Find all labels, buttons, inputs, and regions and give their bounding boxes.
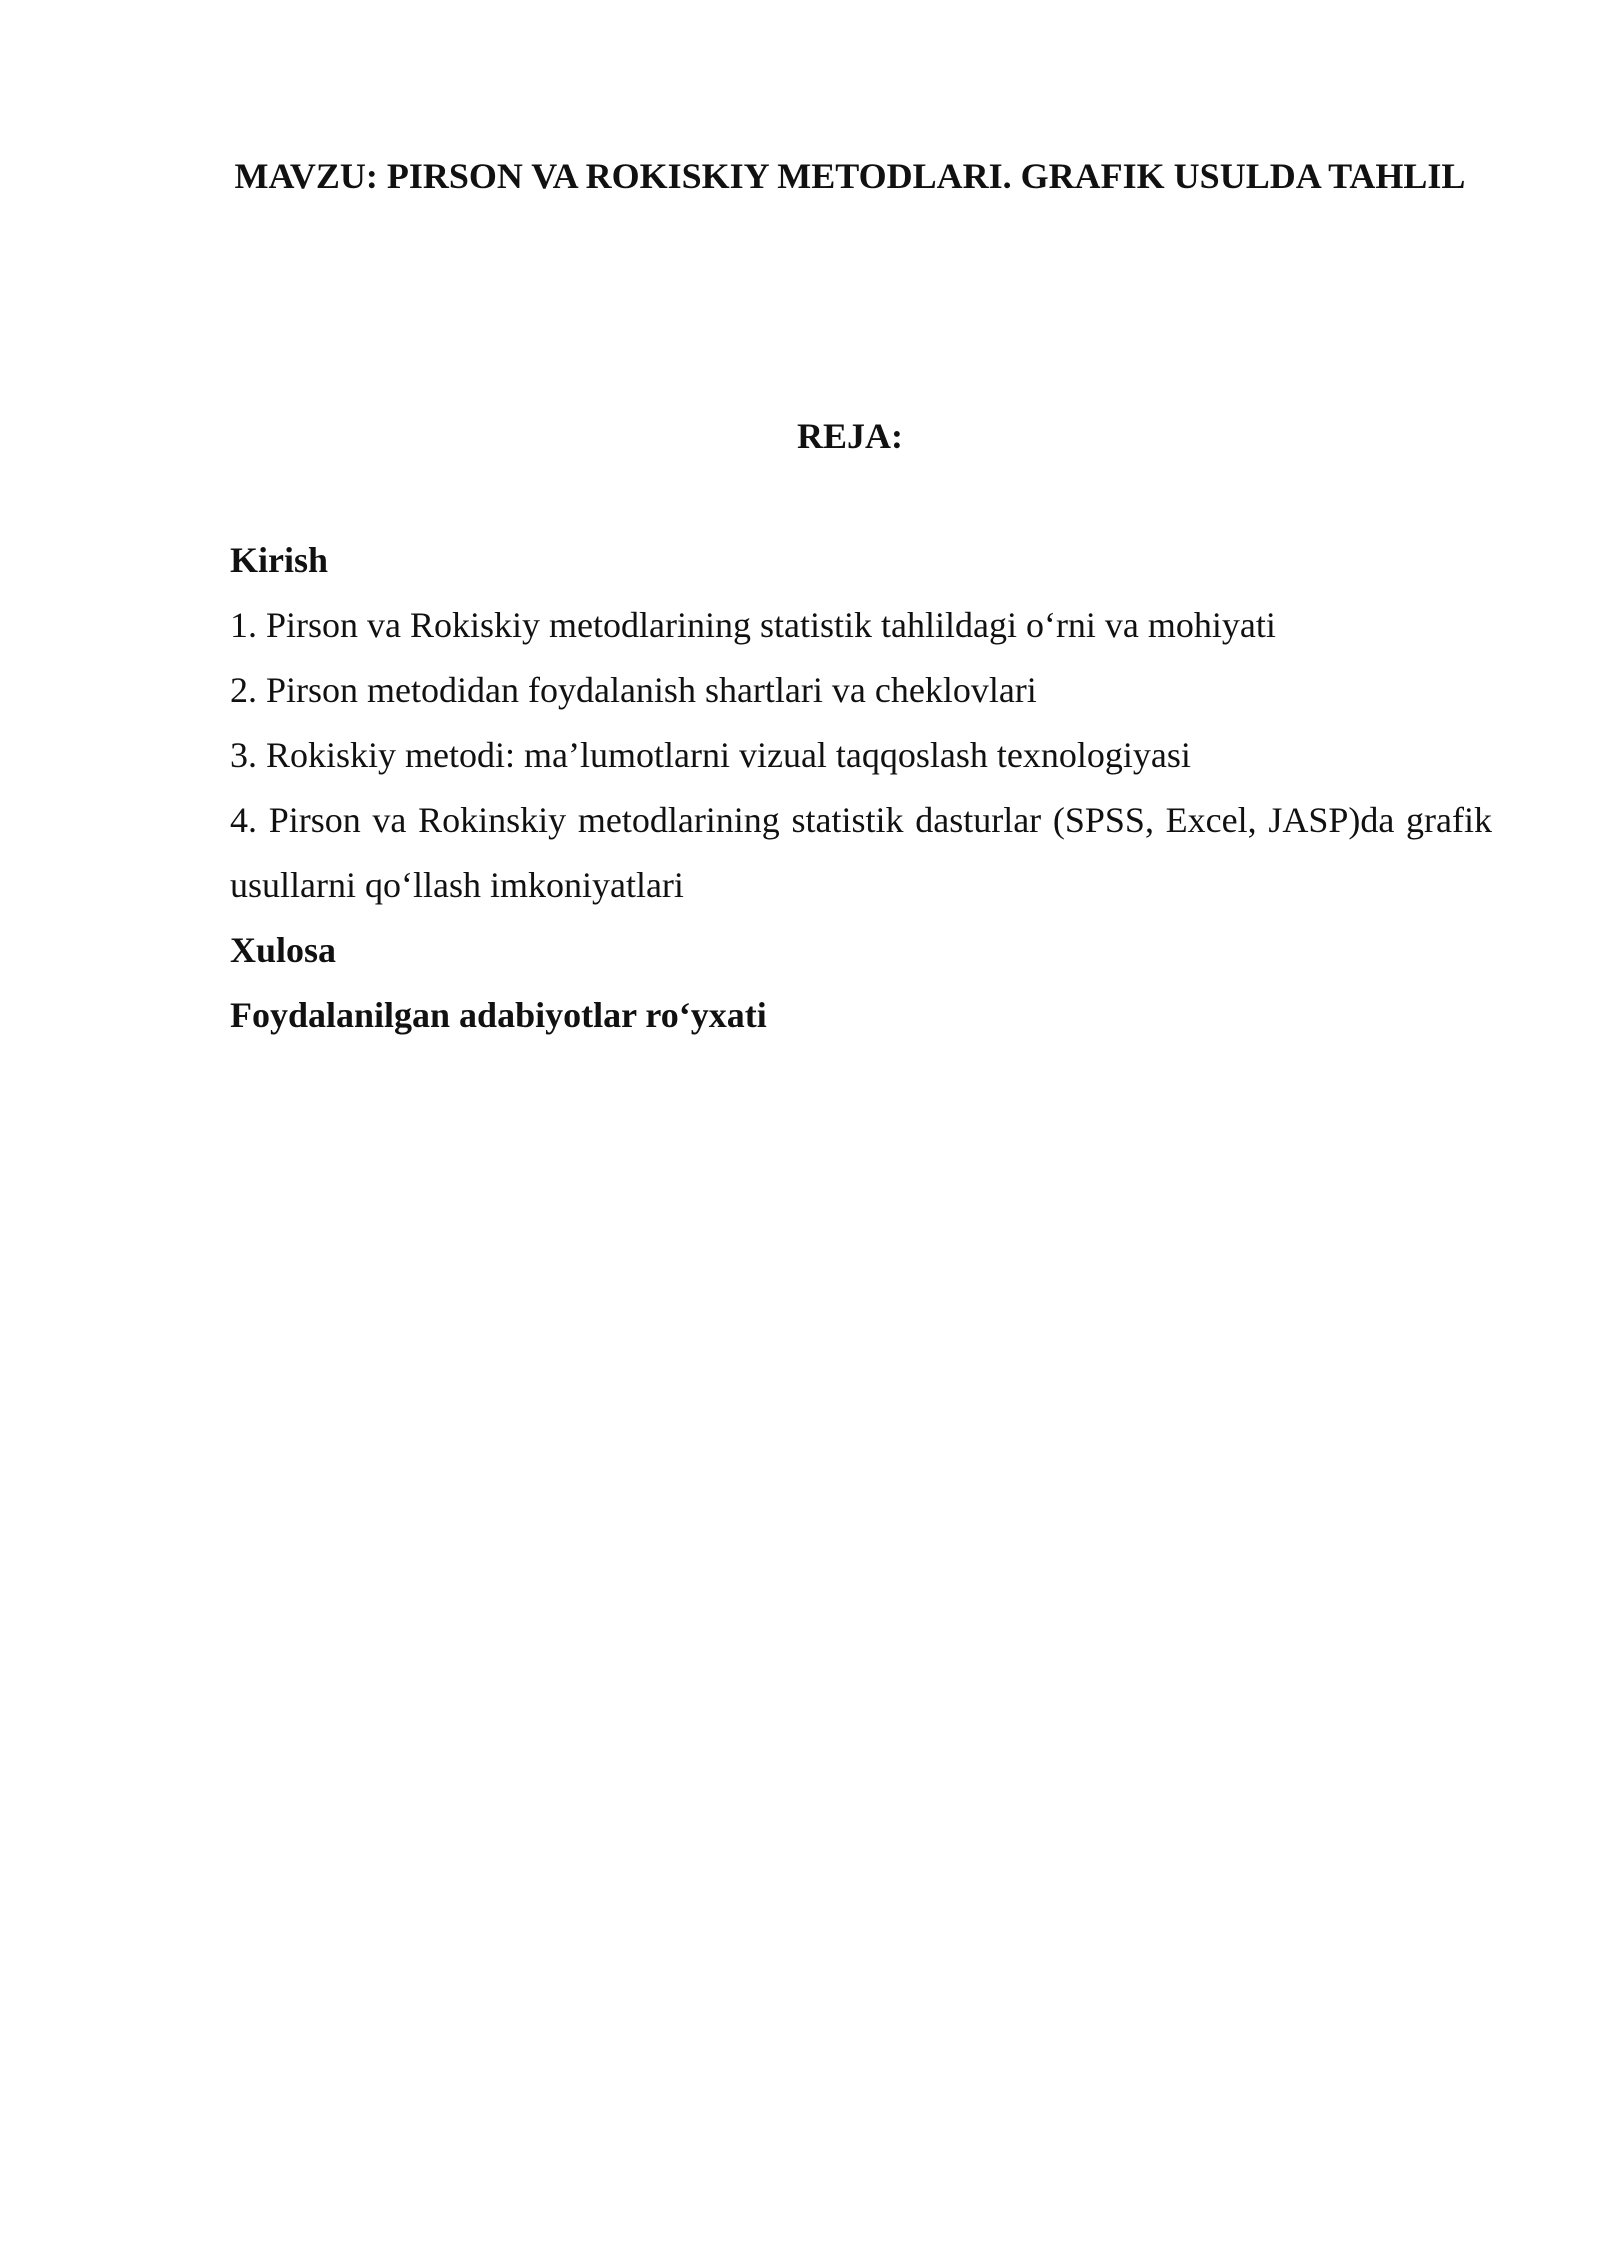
plan-item-references: Foydalanilgan adabiyotlar ro‘yxati	[230, 995, 767, 1035]
plan-item-2: 2. Pirson metodidan foydalanish shartlari va cheklovlari	[230, 670, 1037, 710]
plan-item-introduction: Kirish	[230, 540, 329, 580]
plan-list	[230, 528, 1492, 1048]
plan-item-4: 4. Pirson va Rokinskiy metodlarining statistik dasturlar (SPSS, Excel, JASP)da grafik usullarni qo‘llash imkoniyatlari	[230, 800, 1492, 905]
plan-item-conclusion: Xulosa	[230, 930, 337, 970]
plan-item-1: 1. Pirson va Rokiskiy metodlarining statistik tahlildagi o‘rni va mohiyati	[230, 605, 1276, 645]
document-title: MAVZU: PIRSON VA ROKISKIY METODLARI. GRAFIK USULDA TAHLIL	[234, 156, 1466, 196]
plan-heading: REJA:	[797, 416, 903, 456]
plan-item-3: 3. Rokiskiy metodi: ma’lumotlarni vizual taqqoslash texnologiyasi	[230, 735, 1191, 775]
